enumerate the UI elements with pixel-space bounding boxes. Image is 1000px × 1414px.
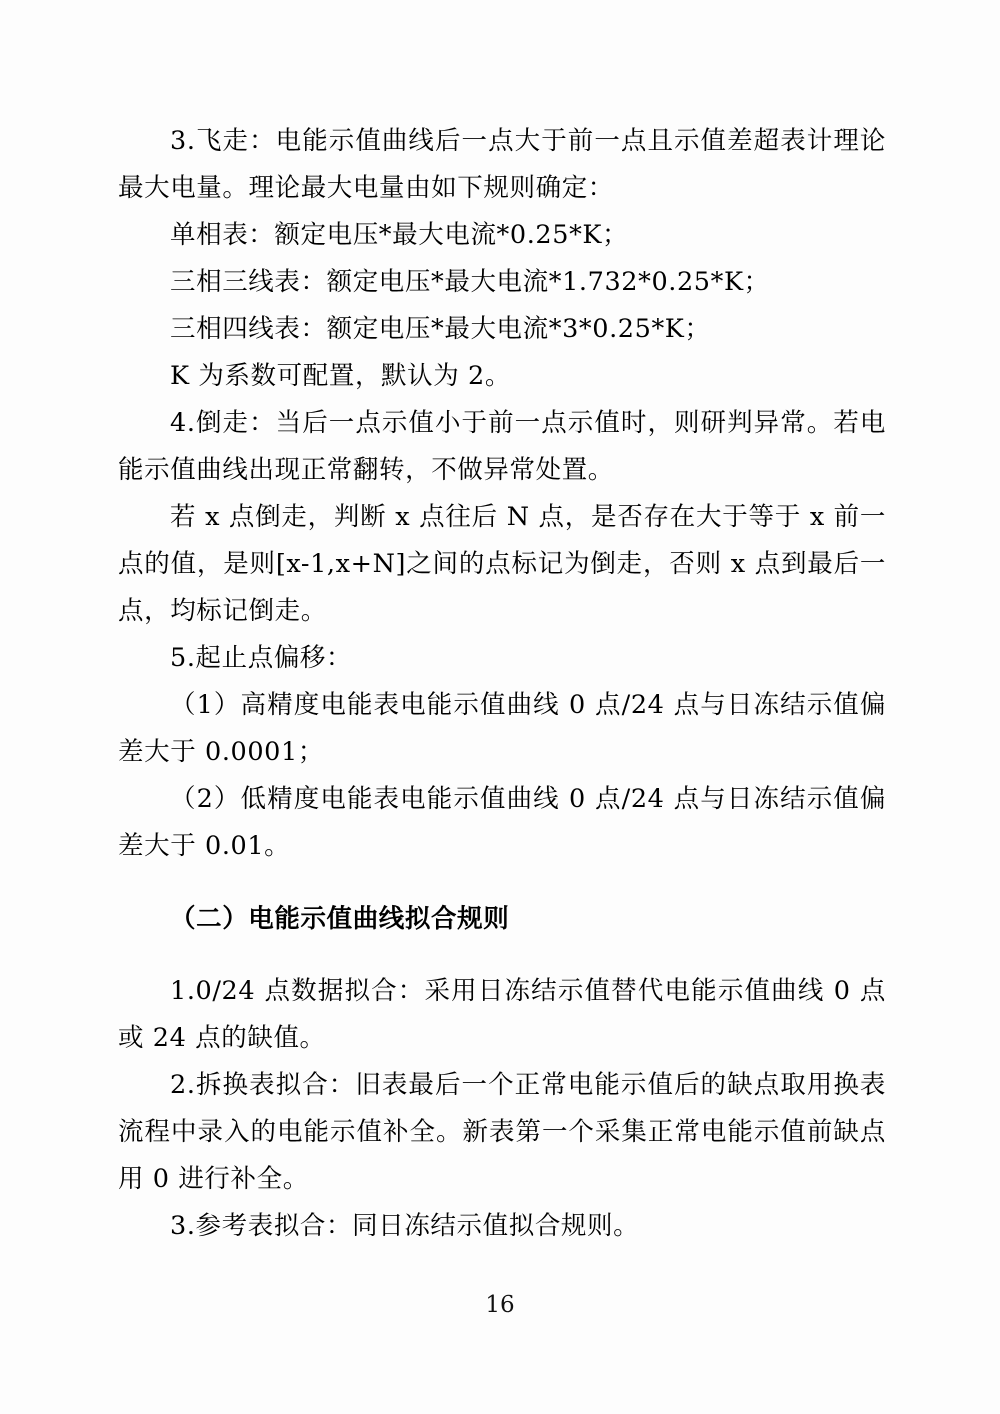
paragraph-fly-run: 3.飞走：电能示值曲线后一点大于前一点且示值差超表计理论最大电量。理论最大电量由如下规则确定： [118,126,886,203]
paragraph-fit-rule-3: 3.参考表拟合：同日冻结示值拟合规则。 [170,1211,640,1241]
paragraph-offset-low-precision: （2）低精度电能表电能示值曲线 0 点/24 点与日冻结示值偏差大于 0.01。 [118,784,886,861]
paragraph-offset-high-precision: （1）高精度电能表电能示值曲线 0 点/24 点与日冻结示值偏差大于 0.0001； [118,690,886,767]
paragraph-back-run-detail: 若 x 点倒走，判断 x 点往后 N 点，是否存在大于等于 x 前一点的值，是则[x-1,x+N]之间的点标记为倒走，否则 x 点到最后一点，均标记倒走。 [118,502,886,626]
paragraph-k-coefficient: K 为系数可配置，默认为 2。 [170,361,511,391]
paragraph-fit-rule-2: 2.拆换表拟合：旧表最后一个正常电能示值后的缺点取用换表流程中录入的电能示值补全。新表第一个采集正常电能示值前缺点用 0 进行补全。 [118,1070,886,1194]
paragraph-fit-rule-1: 1.0/24 点数据拟合：采用日冻结示值替代电能示值曲线 0 点或 24 点的缺值。 [118,976,886,1053]
page-body [118,118,886,1250]
paragraph-three-phase-three-wire-formula: 三相三线表：额定电压*最大电流*1.732*0.25*K； [170,267,770,297]
paragraph-single-phase-formula: 单相表：额定电压*最大电流*0.25*K； [170,220,629,250]
paragraph-start-end-offset: 5.起止点偏移： [170,643,353,673]
paragraph-three-phase-four-wire-formula: 三相四线表：额定电压*最大电流*3*0.25*K； [170,314,711,344]
paragraph-back-run: 4.倒走：当后一点示值小于前一点示值时，则研判异常。若电能示值曲线出现正常翻转，不做异常处置。 [118,408,886,485]
section-heading-curve-fitting-rules: （二）电能示值曲线拟合规则 [170,903,510,934]
page-number: 16 [485,1292,515,1318]
